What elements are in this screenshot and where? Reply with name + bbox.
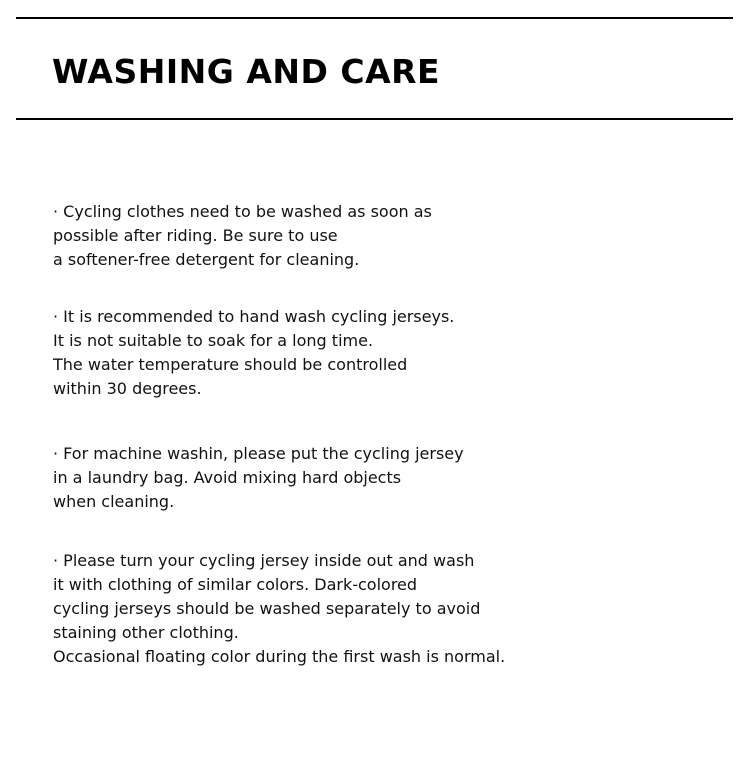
paragraph-line: it with clothing of similar colors. Dark-colored	[53, 575, 418, 594]
paragraph-line: Occasional floating color during the first wash is normal.	[53, 647, 506, 666]
paragraph-line: cycling jerseys should be washed separately to avoid	[53, 599, 481, 618]
paragraph-line: · For machine washin, please put the cycling jersey	[53, 444, 464, 463]
page-title: WASHING AND CARE	[52, 52, 441, 91]
paragraph-line: a softener-free detergent for cleaning.	[53, 250, 360, 269]
paragraph-line: in a laundry bag. Avoid mixing hard objects	[53, 468, 402, 487]
paragraph-line: when cleaning.	[53, 492, 175, 511]
paragraph-line: · Cycling clothes need to be washed as soon as	[53, 202, 432, 221]
header-top-divider	[16, 17, 733, 19]
care-instruction-paragraph	[53, 305, 454, 401]
header-bottom-divider	[16, 118, 733, 120]
paragraph-line: It is not suitable to soak for a long time.	[53, 331, 374, 350]
care-instruction-paragraph	[53, 442, 464, 514]
paragraph-line: · Please turn your cycling jersey inside out and wash	[53, 551, 475, 570]
paragraph-line: possible after riding. Be sure to use	[53, 226, 338, 245]
care-instruction-paragraph	[53, 200, 432, 272]
paragraph-line: The water temperature should be controlled	[53, 355, 408, 374]
paragraph-line: staining other clothing.	[53, 623, 239, 642]
care-instruction-paragraph	[53, 549, 505, 669]
paragraph-line: · It is recommended to hand wash cycling jerseys.	[53, 307, 455, 326]
paragraph-line: within 30 degrees.	[53, 379, 202, 398]
